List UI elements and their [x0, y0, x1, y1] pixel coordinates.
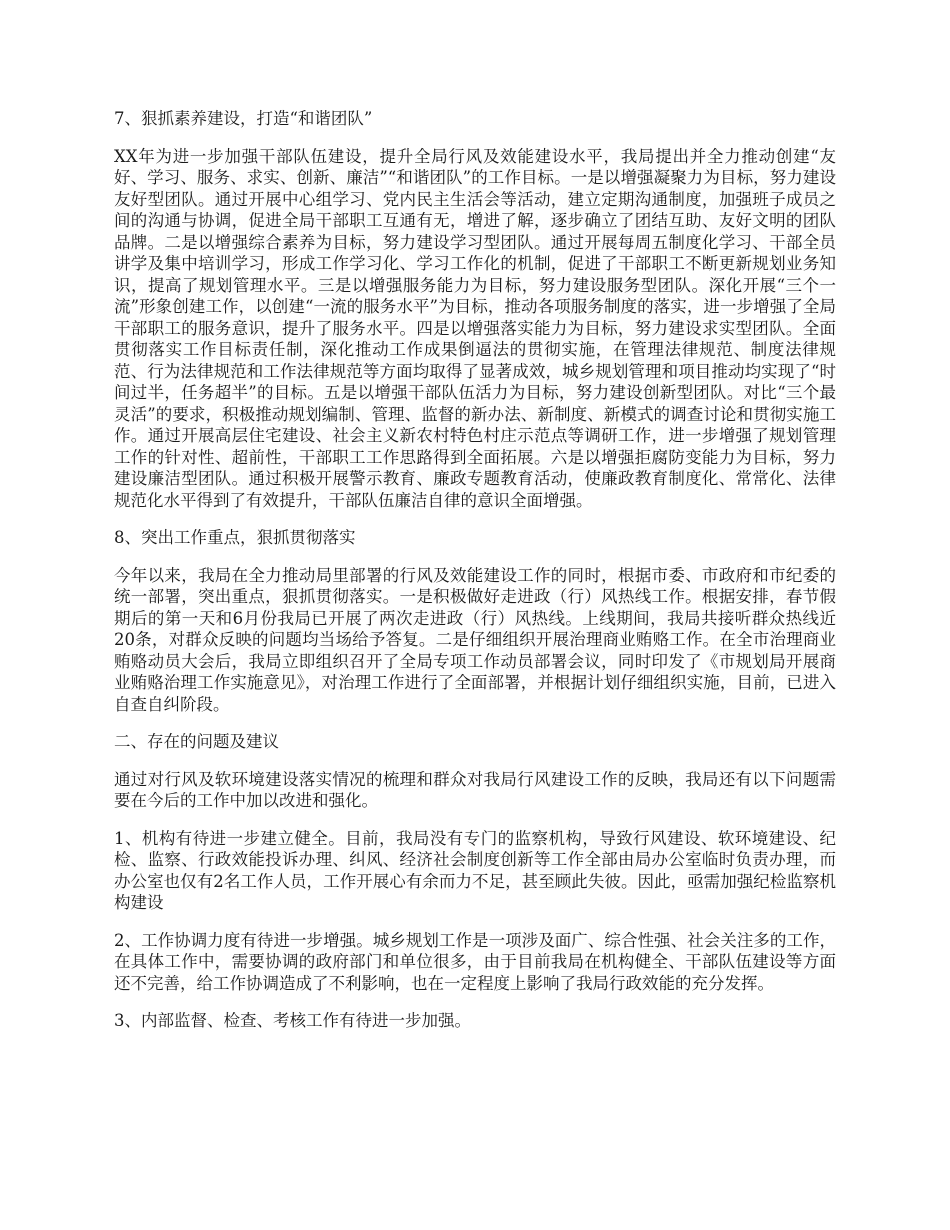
section-heading-8: 8、突出工作重点，狠抓贯彻落实: [114, 528, 356, 547]
paragraph-problems-intro: 通过对行风及软环境建设落实情况的梳理和群众对我局行风建设工作的反映，我局还有以下问题需要在今后的工作中加以改进和强化。: [114, 769, 836, 810]
paragraph-problem-3: 3、内部监督、检查、考核工作有待进一步加强。: [114, 1011, 471, 1030]
paragraph-key-work: 今年以来，我局在全力推动局里部署的行风及效能建设工作的同时，根据市委、市政府和市纪委的统一部署，突出重点，狠抓贯彻落实。一是积极做好走进政（行）风热线工作。根据安排，春节假期后的第一天和6月份我局已开展了两次走进政（行）风热线。上线期间，我局共接听群众热线近20条，对群众反映的问题均当场给予答复。二是仔细组织开展治理商业贿赂工作。在全市治理商业贿赂动员大会后，我局立即组织召开了全局专项工作动员部署会议，同时印发了《市规划局开展商业贿赂治理工作实施意见》，对治理工作进行了全面部署，并根据计划仔细组织实施，目前，已进入自查自纠阶段。: [114, 565, 836, 714]
paragraph-harmonious-team: XX年为进一步加强干部队伍建设，提升全局行风及效能建设水平，我局提出并全力推动创建“友好、学习、服务、求实、创新、廉洁”“和谐团队”的工作目标。一是以增强凝聚力为目标，努力建设友好型团队。通过开展中心组学习、党内民主生活会等活动，建立定期沟通制度，加强班子成员之间的沟通与协调，促进全局干部职工互通有无，增进了解，逐步确立了团结互助、友好文明的团队品牌。二是以增强综合素养为目标，努力建设学习型团队。通过开展每周五制度化学习、干部全员讲学及集中培训学习，形成工作学习化、学习工作化的机制，促进了干部职工不断更新规划业务知识，提高了规划管理水平。三是以增强服务能力为目标，努力建设服务型团队。深化开展“三个一流”形象创建工作，以创建“一流的服务水平”为目标，推动各项服务制度的落实，进一步增强了全局干部职工的服务意识，提升了服务水平。四是以增强落实能力为目标，努力建设求实型团队。全面贯彻落实工作目标责任制，深化推动工作成果倒逼法的贯彻实施，在管理法律规范、制度法律规范、行为法律规范和工作法律规范等方面均取得了显著成效，城乡规划管理和项目推动均实现了“时间过半，任务超半”的目标。五是以增强干部队伍活力为目标，努力建设创新型团队。对比“三个最灵活”的要求，积极推动规划编制、管理、监督的新办法、新制度、新模式的调查讨论和贯彻实施工作。通过开展高层住宅建设、社会主义新农村特色村庄示范点等调研工作，进一步增强了规划管理工作的针对性、超前性，干部职工工作思路得到全面拓展。六是以增强拒腐防变能力为目标，努力建设廉洁型团队。通过积极开展警示教育、廉政专题教育活动，使廉政教育制度化、常常化、法律规范化水平得到了有效提升，干部队伍廉洁自律的意识全面增强。: [114, 146, 836, 510]
paragraph-problem-1: 1、机构有待进一步建立健全。目前，我局没有专门的监察机构，导致行风建设、软环境建设、纪检、监察、行政效能投诉办理、纠风、经济社会制度创新等工作全部由局办公室临时负责办理，而办公室也仅有2名工作人员，工作开展心有余而力不足，甚至顾此失彼。因此，亟需加强纪检监察机构建设: [114, 828, 836, 912]
section-heading-7: 7、狠抓素养建设，打造“和谐团队”: [114, 109, 373, 128]
document-body: [114, 108, 836, 1048]
paragraph-problem-2: 2、工作协调力度有待进一步增强。城乡规划工作是一项涉及面广、综合性强、社会关注多的工作，在具体工作中，需要协调的政府部门和单位很多，由于目前我局在机构健全、干部队伍建设等方面还不完善，给工作协调造成了不利影响，也在一定程度上影响了我局行政效能的充分发挥。: [114, 930, 836, 993]
section-heading-problems: 二、存在的问题及建议: [114, 732, 279, 751]
